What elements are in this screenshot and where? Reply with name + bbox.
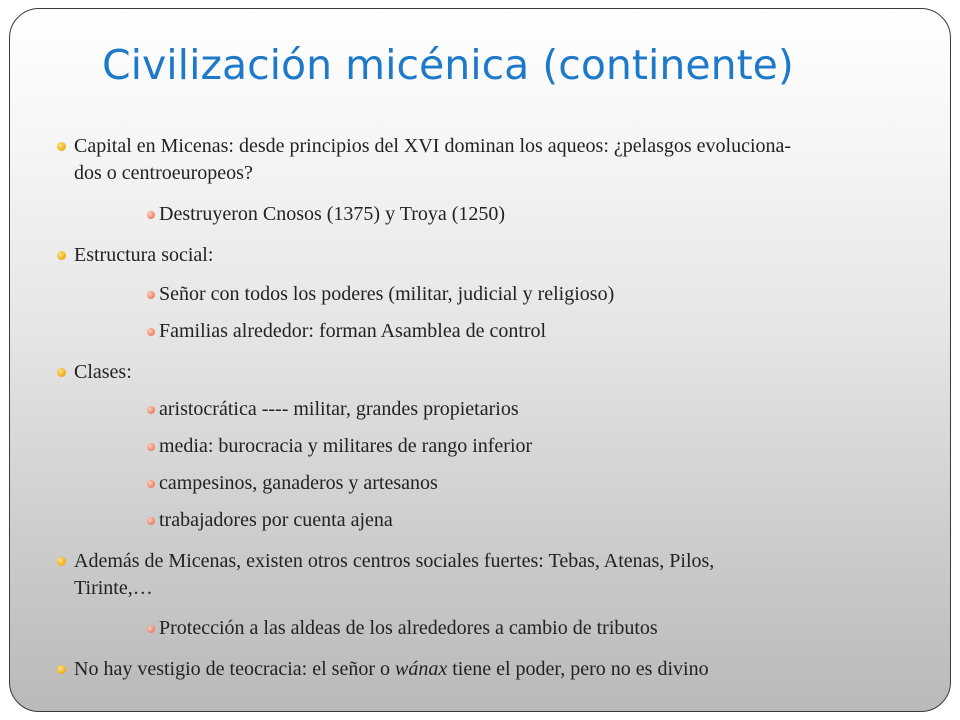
subbullet-text: aristocrática ---- militar, grandes propietarios	[159, 398, 519, 420]
bullet-teocracia	[74, 656, 924, 682]
bullet-ademas-continuation	[74, 575, 924, 601]
bullet-dot-icon	[57, 251, 66, 260]
subbullet-text: Protección a las aldeas de los alrededores a cambio de tributos	[159, 617, 658, 639]
subbullet-campesinos	[159, 470, 919, 496]
subbullet-destruyeron	[159, 201, 919, 227]
bullet-dot-icon	[57, 368, 66, 377]
subbullet-aristocratica	[159, 396, 919, 422]
bullet-text: Capital en Micenas: desde principios del XVI dominan los aqueos: ¿pelasgos evoluciona-	[74, 135, 792, 157]
subbullet-dot-icon	[147, 406, 155, 414]
bullet-capital	[74, 133, 924, 159]
subbullet-text: media: burocracia y militares de rango inferior	[159, 435, 533, 457]
bullet-text: dos o centroeuropeos?	[74, 162, 253, 184]
subbullet-senor	[159, 281, 919, 307]
subbullet-dot-icon	[147, 211, 155, 219]
subbullet-proteccion	[159, 615, 919, 641]
bullet-text: Estructura social:	[74, 244, 214, 266]
subbullet-dot-icon	[147, 517, 155, 525]
bullet-text: Además de Micenas, existen otros centros sociales fuertes: Tebas, Atenas, Pilos,	[74, 550, 715, 572]
bullet-text: Clases:	[74, 361, 132, 383]
slide-content	[10, 9, 950, 711]
subbullet-dot-icon	[147, 328, 155, 336]
bullet-clases	[74, 359, 924, 385]
bullet-dot-icon	[57, 557, 66, 566]
bullet-text: Tirinte,…	[74, 577, 153, 599]
bullet-text-wanax: wánax	[395, 658, 448, 680]
subbullet-dot-icon	[147, 291, 155, 299]
subbullet-text: campesinos, ganaderos y artesanos	[159, 472, 438, 494]
subbullet-dot-icon	[147, 443, 155, 451]
bullet-dot-icon	[57, 142, 66, 151]
subbullet-media	[159, 433, 919, 459]
subbullet-text: Señor con todos los poderes (militar, judicial y religioso)	[159, 283, 615, 305]
bullet-estructura-social	[74, 242, 924, 268]
subbullet-familias	[159, 318, 919, 344]
bullet-ademas	[74, 548, 924, 574]
subbullet-dot-icon	[147, 480, 155, 488]
subbullet-text: Familias alrededor: forman Asamblea de control	[159, 320, 547, 342]
subbullet-trabajadores	[159, 507, 919, 533]
slide-frame	[9, 8, 951, 712]
bullet-text-before: No hay vestigio de teocracia: el señor o	[74, 658, 395, 680]
slide-title: Civilización micénica (continente)	[102, 41, 794, 89]
bullet-text-after: tiene el poder, pero no es divino	[447, 658, 709, 680]
bullet-capital-continuation	[74, 160, 924, 186]
subbullet-dot-icon	[147, 625, 155, 633]
bullet-dot-icon	[57, 665, 66, 674]
subbullet-text: trabajadores por cuenta ajena	[159, 509, 393, 531]
subbullet-text: Destruyeron Cnosos (1375) y Troya (1250)	[159, 203, 506, 225]
